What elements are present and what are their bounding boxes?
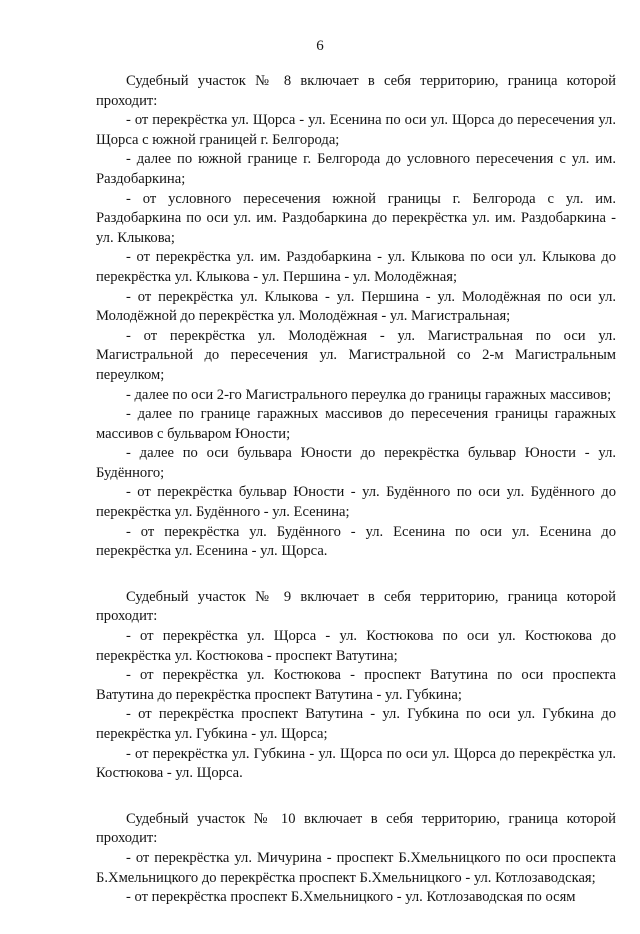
document-body — [96, 72, 616, 934]
boundary-item: - от перекрёстка ул. им. Раздобаркина - ул. Клыкова по оси ул. Клыкова до перекрёстка ул. Клыкова - ул. Першина - ул. Молодёжная; — [96, 249, 616, 285]
section-court-district-9 — [96, 588, 616, 784]
boundary-item: - от перекрёстка бульвар Юности - ул. Будённого по оси ул. Будённого до перекрёстка ул. Будённого - ул. Есенина; — [96, 484, 616, 521]
section-court-district-8 — [96, 72, 616, 562]
boundary-item: - далее по оси 2-го Магистрального переулка до границы гаражных массивов; — [126, 386, 612, 403]
boundary-item: - далее по границе гаражных массивов до пересечения границы гаражных массивов с бульваром Юности; — [96, 406, 616, 442]
boundary-item: - от перекрёстка проспект Б.Хмельницкого - ул. Котлозаводская по осям — [126, 889, 576, 906]
boundary-item: - от перекрёстка ул. Клыкова - ул. Першина - ул. Молодёжная по оси ул. Молодёжной до перекрёстка ул. Молодёжная - ул. Магистральная; — [96, 288, 616, 325]
section-heading: Судебный участок № 9 включает в себя территорию, граница которой проходит: — [96, 588, 616, 625]
boundary-item: - далее по оси бульвара Юности до перекрёстка бульвар Юности - ул. Будённого; — [96, 445, 616, 481]
boundary-item: - от перекрёстка ул. Будённого - ул. Есенина по оси ул. Есенина до перекрёстка ул. Есенина - ул. Щорса. — [96, 523, 616, 560]
section-court-district-10 — [96, 810, 616, 908]
boundary-item: - от перекрёстка ул. Щорса - ул. Костюкова по оси ул. Костюкова до перекрёстка ул. Костюкова - проспект Ватутина; — [96, 628, 616, 664]
boundary-item: - от перекрёстка ул. Щорса - ул. Есенина по оси ул. Щорса до пересечения ул. Щорса с южной границей г. Белгорода; — [96, 112, 616, 148]
boundary-item: - от перекрёстка ул. Костюкова - проспект Ватутина по оси проспекта Ватутина до перекрёстка проспект Ватутина - ул. Губкина; — [96, 667, 616, 703]
page-number: 6 — [316, 38, 324, 54]
boundary-item: - от перекрёстка ул. Губкина - ул. Щорса по оси ул. Щорса до перекрёстка ул. Костюкова - ул. Щорса. — [96, 745, 616, 782]
boundary-item: - от условного пересечения южной границы г. Белгорода с ул. им. Раздобаркина по оси ул. им. Раздобаркина до перекрёстка ул. им. Раздобаркина - ул. Клыкова; — [96, 190, 616, 246]
boundary-item: - далее по южной границе г. Белгорода до условного пересечения с ул. им. Раздобаркина; — [96, 151, 616, 187]
boundary-item: - от перекрёстка ул. Мичурина - проспект Б.Хмельницкого по оси проспекта Б.Хмельницкого до перекрёстка проспект Б.Хмельницкого - ул. Котлозаводская; — [96, 849, 616, 886]
section-heading: Судебный участок № 8 включает в себя территорию, граница которой проходит: — [96, 73, 616, 109]
boundary-item: - от перекрёстка проспект Ватутина - ул. Губкина по оси ул. Губкина до перекрёстка ул. Губкина - ул. Щорса; — [96, 706, 616, 742]
section-heading: Судебный участок № 10 включает в себя территорию, граница которой проходит: — [96, 810, 616, 847]
boundary-item: - от перекрёстка ул. Молодёжная - ул. Магистральная по оси ул. Магистральной до пересечения ул. Магистральной со 2-м Магистральным переулком; — [96, 327, 616, 383]
